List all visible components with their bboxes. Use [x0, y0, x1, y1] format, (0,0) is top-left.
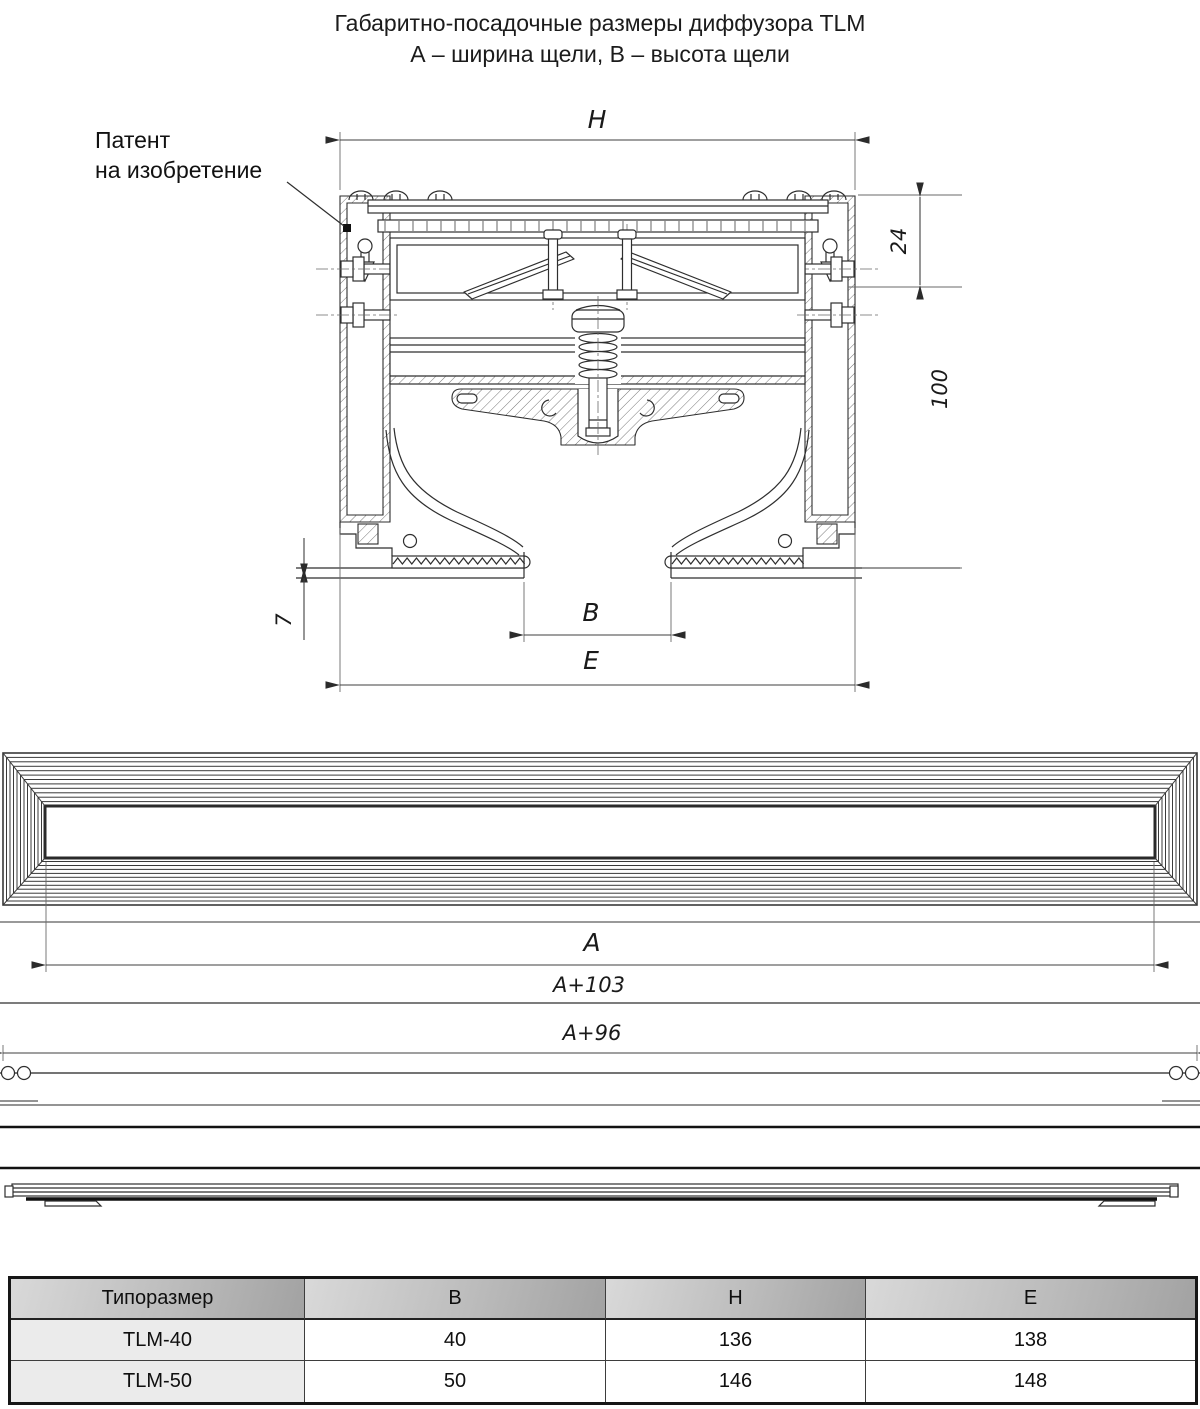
dimension-100	[862, 369, 962, 568]
table-cell-B: 40	[305, 1320, 606, 1361]
patent-note	[95, 127, 344, 226]
table-cell-E: 148	[1013, 1370, 1048, 1392]
side-profile	[5, 1184, 1178, 1206]
title-line-2: А – ширина щели, В – высота щели	[410, 41, 790, 67]
table-cell-model: TLM-40	[11, 1320, 305, 1361]
size-table	[8, 1276, 1198, 1405]
dim-label-B: B	[582, 598, 600, 627]
patent-marker	[343, 224, 351, 232]
channel-feet	[340, 522, 855, 556]
dimension-H	[340, 105, 855, 190]
table-cell-H: 146	[606, 1361, 866, 1402]
table-header-H: H	[606, 1279, 866, 1320]
table-cell-H: 136	[606, 1320, 866, 1361]
patent-note-line-2: на изобретение	[95, 157, 263, 183]
table-header-model: Типоразмер	[11, 1279, 305, 1320]
table-header-B: B	[305, 1279, 606, 1320]
patent-leader-line	[287, 182, 344, 226]
dim-label-H: H	[587, 105, 607, 134]
dimension-A-plus-96	[3, 1021, 1197, 1061]
dim-label-A103: A+103	[552, 973, 626, 997]
table-cell-model: TLM-50	[11, 1361, 305, 1402]
dim-label-A96: A+96	[562, 1021, 622, 1045]
dim-label-100: 100	[928, 368, 952, 410]
dimension-7	[272, 538, 304, 640]
dim-label-E: E	[583, 646, 599, 675]
dimension-B	[524, 582, 671, 642]
dim-label-7: 7	[272, 613, 296, 627]
serrated-flanges	[392, 556, 804, 568]
table-header-E: E	[866, 1279, 1195, 1320]
title-line-1: Габаритно-посадочные размеры диффузора TLM	[334, 10, 866, 36]
patent-note-line-1: Патент	[95, 127, 171, 153]
dimension-A	[46, 862, 1154, 972]
dim-label-A: A	[583, 928, 601, 957]
front-view	[0, 753, 1200, 922]
table-cell-B: 50	[305, 1361, 606, 1402]
dimension-24	[848, 195, 962, 287]
edge-views	[0, 1067, 1200, 1207]
dim-label-24: 24	[887, 227, 911, 255]
cross-section-view	[296, 191, 960, 578]
table-cell-E: 138	[866, 1320, 1195, 1361]
dimension-A-plus-103	[0, 973, 1200, 1003]
